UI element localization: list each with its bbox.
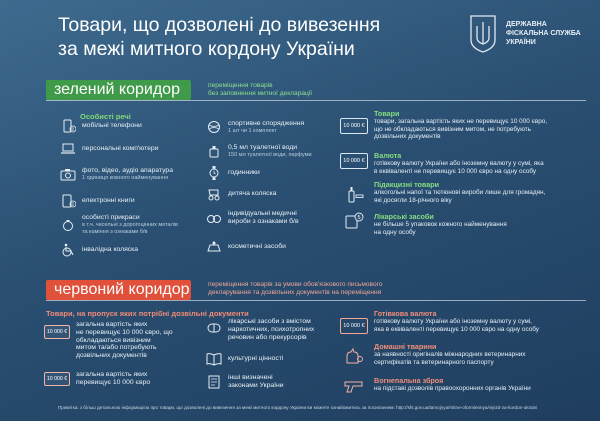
block-line: не більше 5 упаковок кожного найменування xyxy=(374,221,507,228)
watch-icon xyxy=(206,166,222,180)
item-label: мобільні телефони xyxy=(82,122,142,129)
item-label: косметичні засоби xyxy=(228,243,286,250)
document-icon xyxy=(206,375,222,389)
item-sublabel: 1 шт чи 1 комплект xyxy=(228,128,277,134)
phone-icon xyxy=(60,119,76,133)
item-label: спортивне спорядження xyxy=(228,120,305,127)
list-item xyxy=(44,321,173,360)
medical-devices-icon xyxy=(206,211,222,225)
item-line: інші визначені xyxy=(228,374,273,381)
permit-goods-heading: Товари, на пропуск яких потрібні дозвільні документи xyxy=(46,309,249,318)
item-label: особисті прикраси xyxy=(82,214,140,221)
item-sublabel: в т.ч. чисельні з дорогоцінних металів та каміння з ознаками б/в xyxy=(82,222,178,235)
item-label: фото, відео, аудіо апаратура xyxy=(82,167,173,174)
item-label: персональні комп'ютери xyxy=(82,145,159,152)
item-line: перевищує 10 000 євро xyxy=(76,379,151,386)
camera-icon xyxy=(60,167,76,181)
red-note-line-1: переміщення товарів за умови обов'язкового письмового xyxy=(208,281,383,288)
list-item xyxy=(206,374,284,390)
list-item xyxy=(60,119,142,133)
item-line: речовин або прекурсорів xyxy=(228,334,307,341)
euro-banknote-icon: 10 000 € xyxy=(340,318,368,334)
item-sublabel: 1 одиниця кожного найменування xyxy=(82,175,169,181)
item-line: митом та/або потребують xyxy=(76,344,157,352)
pills-icon xyxy=(206,321,222,335)
cash-currency-block-text xyxy=(374,318,539,333)
block-line: сертифікатів та ветеринарного паспорту xyxy=(374,358,494,366)
euro-banknote-icon: 10 000 € xyxy=(44,372,70,386)
goods-block-text xyxy=(374,118,547,141)
list-item xyxy=(206,120,304,135)
list-item xyxy=(206,318,314,342)
block-line: товари, загальна вартість яких не перевищує 10 000 євро, xyxy=(374,118,548,125)
phone-count: 2 xyxy=(71,126,75,132)
red-note-line-2: декларування та дозвільних документів на переміщення xyxy=(208,289,382,296)
item-line: лікарські засоби з вмістом xyxy=(228,318,311,325)
cash-currency-block-title: Готівкова валюта xyxy=(374,309,437,318)
block-line: дозвільних документів xyxy=(374,133,441,141)
item-label: індивідуальні медичні xyxy=(228,210,297,217)
block-line: що не обкладаються вивізним митом, не потребують xyxy=(374,125,531,133)
excise-block-title: Підакцизні товари xyxy=(374,180,440,189)
list-item xyxy=(60,214,182,235)
list-item xyxy=(206,240,286,254)
list-item xyxy=(60,167,173,182)
item-line: дозвільних документів xyxy=(76,352,147,360)
ebook-icon xyxy=(60,194,76,208)
item-label: електронні книги xyxy=(82,197,135,204)
footnote: Примітка: з більш детальною інформацією про товари, що дозволені до вивезення за межі митного кордону України ви можете ознайомитись за посиланням: http://sfs.gov.ua/tamojnya/mitne-oformlennya/viyizd-za-kordon-ukraini xyxy=(58,405,538,410)
block-line: готівкову валюту України або іноземну валюту у сумі, xyxy=(374,318,532,325)
block-line: яка в еквіваленті перевищує 10 000 євро на одну особу xyxy=(374,325,539,333)
item-label: дитяча коляска xyxy=(228,190,277,197)
medicine-block-title: Лікарські засоби xyxy=(374,212,434,221)
goods-block-title: Товари xyxy=(374,109,400,118)
ebook-count: 2 xyxy=(71,201,75,207)
laptop-icon xyxy=(60,142,76,156)
pets-block-title: Домашні тварини xyxy=(374,342,437,351)
block-line: на підставі дозволів правоохоронних органів України xyxy=(374,385,531,392)
firearms-block-title: Вогнепальна зброя xyxy=(374,376,444,385)
currency-block-text xyxy=(374,160,544,175)
agency-line-3: УКРАЇНИ xyxy=(506,39,536,46)
agency-line-1: ДЕРЖАВНА xyxy=(506,21,547,28)
medicine-icon xyxy=(344,212,364,230)
tryzub-emblem-icon xyxy=(468,14,498,54)
item-line: культурні цінності xyxy=(228,355,284,362)
wheelchair-icon xyxy=(60,243,76,257)
item-sublabel: 150 мл туалетної води, парфуми xyxy=(228,152,312,158)
sports-gear-icon xyxy=(206,120,222,134)
cosmetics-icon xyxy=(206,240,222,254)
title-line-1: Товари, що дозволені до вивезення xyxy=(58,14,381,36)
list-item xyxy=(206,144,312,159)
agency-name xyxy=(506,20,596,47)
block-line: готівкову валюту України або іноземну валюту у сумі, яка xyxy=(374,160,544,167)
pistol-icon xyxy=(344,378,364,394)
perfume-icon xyxy=(206,144,222,158)
medicine-limit: 5 xyxy=(357,215,361,221)
page-title xyxy=(58,13,398,61)
list-item xyxy=(60,243,138,257)
item-label: годинники xyxy=(228,169,260,176)
book-icon xyxy=(206,352,222,366)
list-item xyxy=(206,166,260,180)
green-note-line-1: переміщення товарів xyxy=(208,82,273,89)
green-corridor-divider xyxy=(46,100,586,101)
title-line-2: за межі митного кордону України xyxy=(58,38,355,60)
red-corridor-divider xyxy=(46,300,586,301)
item-line: не перевищує 10 000 євро, що xyxy=(76,328,173,336)
medicine-block-text xyxy=(374,221,507,236)
item-line: обкладаються вивізним xyxy=(76,336,151,344)
currency-block-title: Валюта xyxy=(374,151,402,160)
red-corridor-label: червоний коридор xyxy=(46,280,191,300)
item-line: наркотичних, психотропних xyxy=(228,326,315,333)
list-item xyxy=(206,210,299,226)
personal-items-heading: Особисті речі xyxy=(80,112,131,121)
green-note-line-2: без заповнення митної декларації xyxy=(208,90,313,97)
list-item xyxy=(206,187,276,201)
excise-block-text xyxy=(374,189,545,204)
block-line: на одну особу xyxy=(374,228,416,236)
euro-banknote-icon: 10 000 € xyxy=(340,118,368,134)
list-item xyxy=(60,194,135,208)
pets-icon xyxy=(344,347,364,365)
list-item xyxy=(60,142,159,156)
firearms-block-text xyxy=(374,385,531,393)
pets-block-text xyxy=(374,351,526,366)
block-line: за наявності оригіналів міжнародних ветеринарних xyxy=(374,351,526,358)
item-label-line-2: вироби з ознаками б/в xyxy=(228,218,299,225)
jewelry-icon xyxy=(60,218,76,232)
agency-line-2: ФІСКАЛЬНА СЛУЖБА xyxy=(506,30,581,37)
item-label: 0,5 мл туалетної води xyxy=(228,144,298,151)
block-line: в еквіваленті не перевищує 10 000 євро на одну особу xyxy=(374,167,537,175)
list-item xyxy=(44,371,150,387)
red-corridor-note xyxy=(208,281,383,297)
list-item xyxy=(206,352,283,366)
bottle-cigarette-icon xyxy=(346,185,364,203)
item-line: законами України xyxy=(228,382,284,389)
euro-banknote-icon: 10 000 € xyxy=(44,325,70,339)
item-line: загальна вартість яких xyxy=(76,321,148,328)
item-label: інвалідна коляска xyxy=(82,246,139,253)
block-line: які досягли 18-річного віку xyxy=(374,196,452,204)
green-corridor-label: зелений коридор xyxy=(46,80,191,100)
item-line: загальна вартість яких xyxy=(76,371,148,378)
stroller-icon xyxy=(206,187,222,201)
block-line: алкогольні напої та тютюнові вироби лише для громадян, xyxy=(374,189,546,196)
euro-banknote-icon: 10 000 € xyxy=(340,153,368,169)
green-corridor-note xyxy=(208,82,312,98)
